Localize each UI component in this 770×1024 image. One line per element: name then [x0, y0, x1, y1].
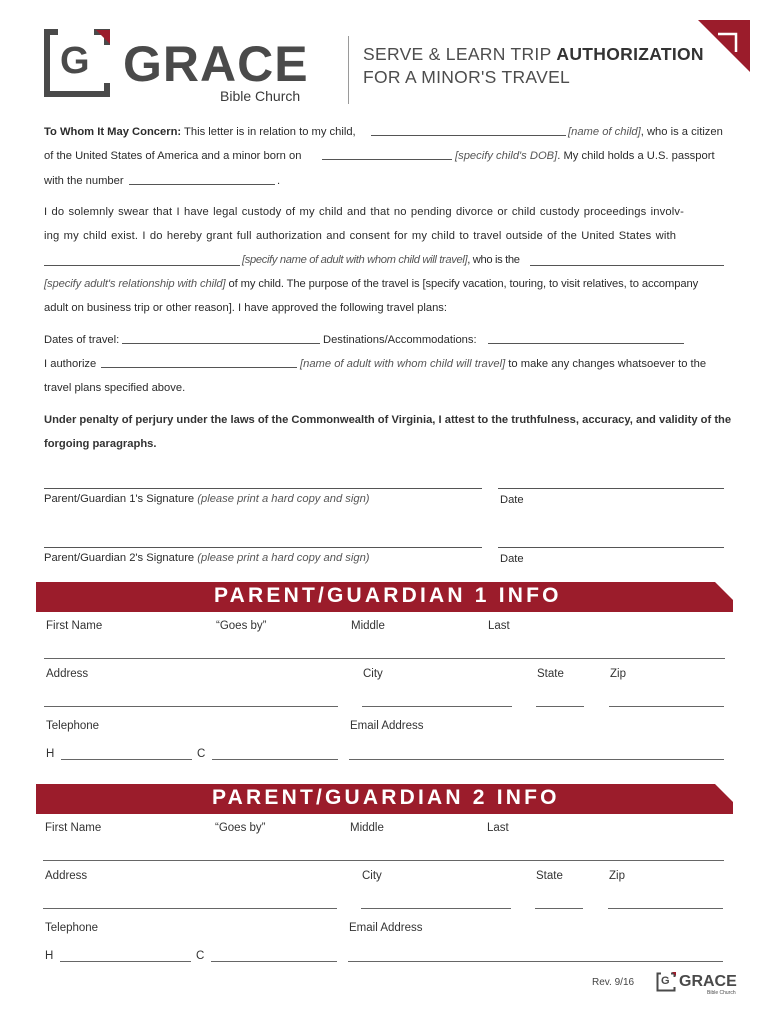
section-corner-icon [715, 784, 733, 802]
footer-logo-subtitle: Bible Church [707, 990, 736, 996]
p1-home-phone-field[interactable] [61, 759, 192, 760]
grace-logo-word: GRACE [123, 36, 309, 92]
p1-goes-by-label: “Goes by” [216, 620, 267, 632]
salutation: To Whom It May Concern: [44, 126, 182, 138]
page-title-line1: SERVE & LEARN TRIP [363, 44, 557, 64]
page-title-emphasis: AUTHORIZATION [556, 44, 704, 64]
child-name-field[interactable] [371, 135, 566, 136]
authorize-label: I authorize [44, 358, 97, 370]
relationship-hint: [specify adult's relationship with child] [44, 278, 226, 290]
page-title [363, 44, 704, 88]
p2-telephone-label: Telephone [45, 922, 99, 934]
child-dob-field[interactable] [322, 159, 452, 160]
letter-text: with the number [44, 175, 124, 187]
revision-label: Rev. 9/16 [592, 977, 635, 988]
p1-cell-phone-label: C [197, 748, 206, 760]
p2-cell-phone-field[interactable] [211, 961, 337, 962]
p2-zip-label: Zip [609, 870, 625, 882]
p2-state-field[interactable] [535, 908, 583, 909]
p2-zip-field[interactable] [608, 908, 723, 909]
letter-line-1 [44, 126, 356, 138]
page-title-line2: FOR A MINOR'S TRAVEL [363, 67, 571, 87]
authorized-adult-hint: [name of adult with whom child will travel] [300, 358, 506, 370]
p1-state-field[interactable] [536, 706, 584, 707]
travel-adult-name-hint: [specify name of adult with whom child will travel] [242, 254, 468, 266]
p2-home-phone-field[interactable] [60, 961, 191, 962]
p2-home-phone-label: H [45, 950, 54, 962]
letter-text: of the United States of America and a minor born on [44, 150, 302, 162]
signature-2-text: Parent/Guardian 2's Signature [44, 552, 198, 564]
signature-1-hint: (please print a hard copy and sign) [197, 493, 370, 505]
p1-telephone-label: Telephone [46, 720, 100, 732]
p1-name-field[interactable] [44, 658, 725, 659]
p2-cell-phone-label: C [196, 950, 205, 962]
p1-email-field[interactable] [349, 759, 724, 760]
letter-line-2 [44, 150, 301, 162]
footer-logo-word: GRACE [679, 973, 737, 990]
section-1-title: PARENT/GUARDIAN 1 INFO [214, 584, 562, 607]
p1-cell-phone-field[interactable] [212, 759, 338, 760]
signature-1-date-label: Date [500, 494, 524, 506]
authorize-line-end [300, 358, 706, 370]
p1-address-label: Address [46, 668, 89, 680]
custody-line-1: I do solemnly swear that I have legal custody of my child and that no pending divorce or child custody proceedings involv- [44, 206, 685, 218]
child-dob-hint: [specify child's DOB] [455, 150, 558, 162]
custody-line-2: ing my child exist. I do hereby grant full authorization and consent for my child to travel outside of the United States with [44, 230, 677, 242]
signature-1-label [44, 493, 370, 505]
p1-first-name-label: First Name [46, 620, 103, 632]
p2-email-field[interactable] [348, 961, 723, 962]
authorize-line-2: travel plans specified above. [44, 382, 186, 394]
relationship-field[interactable] [530, 265, 724, 266]
signature-1-text: Parent/Guardian 1's Signature [44, 493, 198, 505]
custody-line-5: adult on business trip or other reason]. I have approved the following travel plans: [44, 302, 447, 314]
dates-of-travel-label: Dates of travel: [44, 334, 120, 346]
p2-last-label: Last [487, 822, 509, 834]
footer-logo [656, 972, 742, 998]
footer-logo-letter: G [661, 975, 670, 987]
signature-1-field[interactable] [44, 488, 482, 489]
signature-2-field[interactable] [44, 547, 482, 548]
letter-text: , who is the [467, 254, 520, 266]
dates-of-travel-field[interactable] [122, 343, 320, 344]
perjury-line-2: forgoing paragraphs. [44, 438, 157, 450]
destinations-label: Destinations/Accommodations: [323, 334, 477, 346]
letter-text: to make any changes whatsoever to the [505, 358, 707, 370]
p1-address-field[interactable] [44, 706, 338, 707]
signature-2-date-label: Date [500, 553, 524, 565]
p2-city-field[interactable] [361, 908, 511, 909]
p1-city-field[interactable] [362, 706, 512, 707]
signature-2-date-field[interactable] [498, 547, 724, 548]
grace-logo-subtitle: Bible Church [220, 88, 301, 104]
perjury-line-1: Under penalty of perjury under the laws of the Commonwealth of Virginia, I attest to the truthfulness, accuracy, and validity of the [44, 414, 732, 426]
letter-line-3-end [277, 175, 280, 187]
header-divider [348, 36, 349, 104]
custody-line-4 [44, 278, 698, 290]
p2-address-field[interactable] [43, 908, 337, 909]
p2-middle-label: Middle [350, 822, 384, 834]
travel-adult-name-field[interactable] [44, 265, 240, 266]
child-name-hint: [name of child] [568, 126, 641, 138]
letter-text: . [277, 175, 281, 187]
letter-text: This letter is in relation to my child, [181, 126, 356, 138]
letter-line-1-end [568, 126, 723, 138]
section-1-header [36, 582, 733, 612]
p1-zip-label: Zip [610, 668, 626, 680]
signature-1-date-field[interactable] [498, 488, 724, 489]
p1-city-label: City [363, 668, 383, 680]
section-corner-icon [715, 582, 733, 600]
section-2-title: PARENT/GUARDIAN 2 INFO [212, 786, 560, 809]
grace-logo-letter: G [60, 40, 90, 82]
section-2-header [36, 784, 733, 814]
custody-line-3 [242, 254, 520, 266]
letter-line-2-end [455, 150, 715, 162]
p2-name-field[interactable] [43, 860, 724, 861]
p2-goes-by-label: “Goes by” [215, 822, 266, 834]
p1-middle-label: Middle [351, 620, 385, 632]
signature-2-hint: (please print a hard copy and sign) [197, 552, 370, 564]
authorized-adult-field[interactable] [101, 367, 297, 368]
p1-last-label: Last [488, 620, 510, 632]
letter-text: , who is a citizen [640, 126, 723, 138]
corner-accent-icon [698, 20, 750, 72]
letter-text: of my child. The purpose of the travel is [specify vacation, touring, to visit relatives, to accompany [225, 278, 699, 290]
letter-line-3 [44, 175, 124, 187]
p1-home-phone-label: H [46, 748, 55, 760]
signature-2-label [44, 552, 370, 564]
p1-state-label: State [537, 668, 564, 680]
p1-zip-field[interactable] [609, 706, 724, 707]
p1-email-label: Email Address [350, 720, 424, 732]
p2-city-label: City [362, 870, 382, 882]
p2-state-label: State [536, 870, 563, 882]
grace-logo [44, 29, 334, 107]
passport-number-field[interactable] [129, 184, 275, 185]
p2-address-label: Address [45, 870, 88, 882]
p2-email-label: Email Address [349, 922, 423, 934]
p2-first-name-label: First Name [45, 822, 102, 834]
destinations-field[interactable] [488, 343, 684, 344]
letter-text: . My child holds a U.S. passport [557, 150, 715, 162]
